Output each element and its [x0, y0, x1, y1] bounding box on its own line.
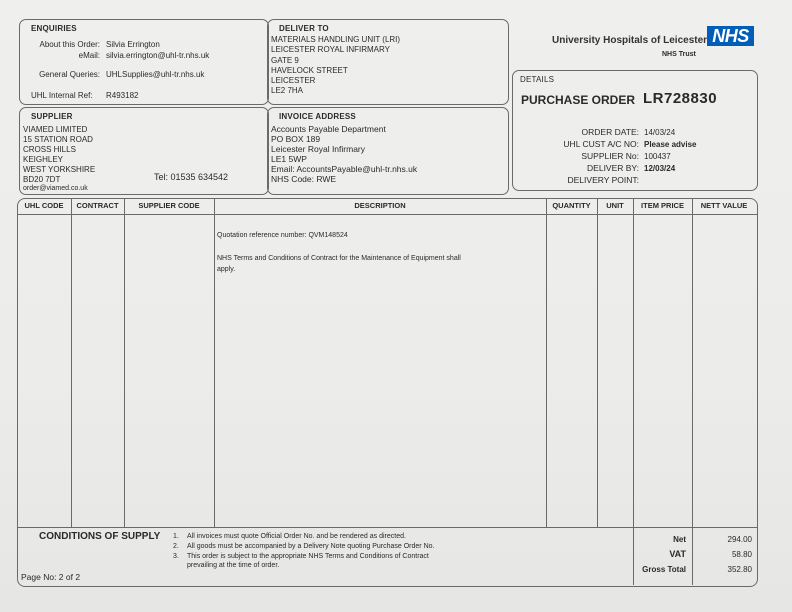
col-divider [546, 198, 547, 527]
gross-total-label: Gross Total [642, 565, 686, 574]
col-header-supplier-code: SUPPLIER CODE [138, 201, 200, 210]
net-value: 294.00 [727, 535, 752, 544]
condition-num: 2. [173, 543, 179, 550]
supplier-no-label: SUPPLIER No: [581, 151, 639, 161]
internal-ref-label: UHL Internal Ref: [31, 91, 93, 100]
email-label: eMail: [78, 51, 100, 60]
col-header-nett-value: NETT VALUE [700, 201, 748, 210]
delivery-point-label: DELIVERY POINT: [567, 175, 639, 185]
supplier-line: CROSS HILLS [23, 145, 76, 154]
condition-num: 3. [173, 553, 179, 560]
condition-text: This order is subject to the appropriate NHS Terms and Conditions of Contract [187, 553, 429, 560]
col-header-contract: CONTRACT [76, 201, 119, 210]
deliver-line: LEICESTER ROYAL INFIRMARY [271, 45, 390, 54]
vat-label: VAT [669, 549, 686, 559]
deliver-line: LEICESTER [271, 76, 316, 85]
trust-name: University Hospitals of Leicester [552, 35, 708, 46]
col-divider [214, 198, 215, 527]
condition-num: 1. [173, 533, 179, 540]
table-footer-divider [17, 527, 757, 528]
vat-value: 58.80 [731, 550, 752, 559]
cust-ac-label: UHL CUST A/C NO: [563, 139, 639, 149]
col-header-item-price: ITEM PRICE [641, 201, 684, 210]
page-number: Page No: 2 of 2 [21, 572, 81, 582]
about-order-label: About this Order: [39, 40, 100, 49]
col-divider [633, 198, 634, 585]
invoice-line: NHS Code: RWE [271, 174, 337, 184]
details-header: DETAILS [520, 75, 555, 84]
net-label: Net [673, 535, 686, 544]
email-value: silvia.errington@uhl-tr.nhs.uk [106, 51, 210, 60]
order-date-label: ORDER DATE: [581, 127, 639, 137]
deliver-line: MATERIALS HANDLING UNIT (LRI) [271, 35, 401, 44]
invoice-line: PO BOX 189 [271, 134, 321, 144]
trust-sub: NHS Trust [662, 51, 696, 58]
supplier-line: BD20 7DT [23, 175, 61, 184]
deliver-line: HAVELOCK STREET [271, 66, 348, 75]
supplier-line: WEST YORKSHIRE [23, 165, 96, 174]
supplier-line: VIAMED LIMITED [23, 125, 88, 134]
col-divider [692, 198, 693, 585]
general-queries-value: UHLSupplies@uhl-tr.nhs.uk [106, 70, 205, 79]
description-line: apply. [217, 266, 236, 273]
invoice-address-header: INVOICE ADDRESS [279, 112, 356, 121]
col-divider [71, 198, 72, 527]
deliver-by-value: 12/03/24 [644, 164, 676, 173]
col-divider [597, 198, 598, 527]
supplier-header: SUPPLIER [31, 112, 73, 121]
nhs-logo: NHS [707, 26, 754, 46]
supplier-line: 15 STATION ROAD [23, 135, 93, 144]
purchase-order-label: PURCHASE ORDER [521, 93, 636, 107]
col-header-quantity: QUANTITY [552, 201, 591, 210]
cust-ac-value: Please advise [644, 140, 697, 149]
order-date-value: 14/03/24 [644, 128, 676, 137]
col-header-unit: UNIT [606, 201, 624, 210]
supplier-email: order@viamed.co.uk [23, 185, 88, 192]
col-divider [124, 198, 125, 527]
supplier-no-value: 100437 [644, 152, 671, 161]
enquiries-header: ENQUIRIES [31, 24, 77, 33]
invoice-line: Accounts Payable Department [271, 124, 386, 134]
description-line: NHS Terms and Conditions of Contract for the Maintenance of Equipment shall [217, 255, 461, 262]
col-header-uhl-code: UHL CODE [24, 201, 64, 210]
deliver-by-label: DELIVER BY: [587, 163, 639, 173]
deliver-line: LE2 7HA [271, 86, 304, 95]
deliver-line: GATE 9 [271, 56, 299, 65]
about-order-value: Silvia Errington [106, 40, 160, 49]
condition-text: prevailing at the time of order. [187, 562, 280, 569]
condition-text: All goods must be accompanied by a Delivery Note quoting Purchase Order No. [187, 543, 435, 550]
invoice-line: LE1 5WP [271, 154, 307, 164]
general-queries-label: General Queries: [39, 70, 100, 79]
internal-ref-value: R493182 [106, 91, 139, 100]
invoice-line: Leicester Royal Infirmary [271, 144, 366, 154]
conditions-title: CONDITIONS OF SUPPLY [39, 531, 161, 542]
condition-text: All invoices must quote Official Order No. and be rendered as directed. [187, 533, 406, 540]
invoice-line: Email: AccountsPayable@uhl-tr.nhs.uk [271, 164, 418, 174]
supplier-line: KEIGHLEY [23, 155, 64, 164]
deliver-to-header: DELIVER TO [279, 24, 329, 33]
gross-total-value: 352.80 [727, 565, 752, 574]
description-line: Quotation reference number: QVM148524 [217, 232, 348, 239]
purchase-order-number: LR728830 [643, 90, 718, 107]
col-header-description: DESCRIPTION [354, 201, 406, 210]
supplier-tel: Tel: 01535 634542 [154, 172, 229, 182]
table-header-divider [17, 214, 757, 215]
